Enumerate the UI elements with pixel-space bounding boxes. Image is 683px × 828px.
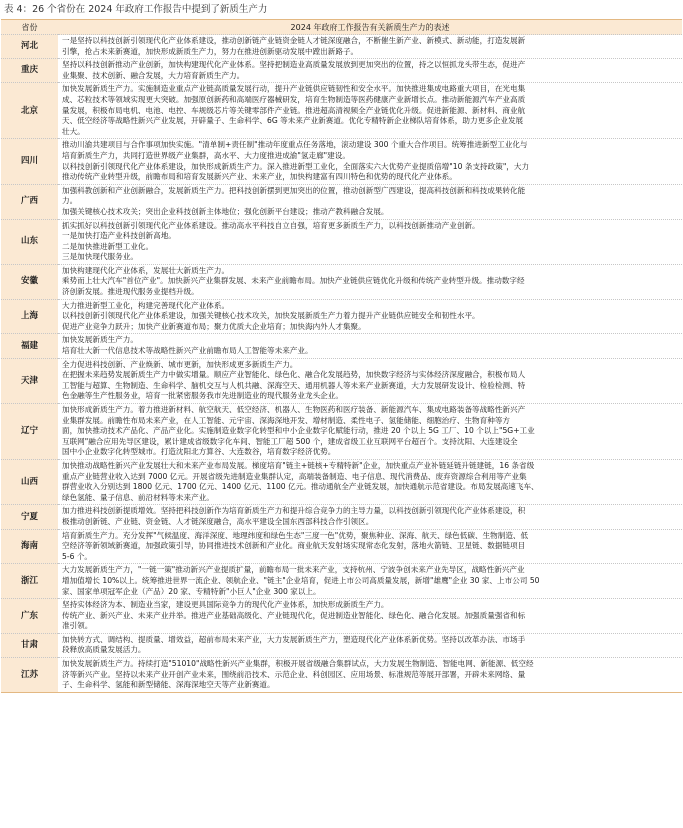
content-line: 群营业收入分别达到 1800 亿元、1700 亿元、1400 亿元、1100 亿元。推动通航全产业链发展，加快通航示范省建设。布局发展高速飞车、 — [62, 482, 539, 492]
content-cell — [58, 358, 682, 403]
content-line: 培育壮大新一代信息技术等战略性新兴产业前瞻布局人工智能等未来产业。 — [62, 346, 313, 356]
content-cell — [58, 35, 682, 59]
content-line: 重点产业链营业收入达到 7000 亿元。开展省级先进制造业集群认定，高端装备制造、电子信息、现代消费品、废弃资源综合利用等产业集 — [62, 471, 527, 481]
content-cell — [58, 139, 682, 184]
province-cell: 重庆 — [1, 59, 58, 83]
content-line: 推动传统产业转型升级，前瞻布局和培育发展新兴产业、未来产业，加快构建富有四川特色和优势的现代化产业体系。 — [62, 172, 457, 182]
content-cell — [58, 219, 682, 264]
province-cell: 山西 — [1, 459, 58, 504]
content-line: 推动川渝共建项目与合作事项加快实施。"清单制+责任制"推动年度重点任务落地，滚动建设 300 个重大合作项目。统筹推进新型工业化与 — [62, 140, 528, 150]
provinces-table — [1, 19, 682, 693]
table-title: 表 4：26 个省份在 2024 年政府工作报告中提到了新质生产力 — [4, 4, 268, 15]
content-line: 传统产业、新兴产业、未来产业并举。推进产业基础高级化、产业链现代化，促进制造业智能化、绿色化、融合化发展。加强质量强省和标 — [62, 610, 526, 620]
content-line: 济等新兴产业。坚持以未来产业开创产业未来，围绕前沿技术、示范企业、科创园区、应用场景、标准规范等展开部署，开辟未来网络、量 — [62, 669, 526, 679]
content-line: 一是加快打造产业科技创新高地。 — [62, 231, 176, 241]
table-body — [1, 35, 682, 693]
province-cell: 辽宁 — [1, 404, 58, 460]
table-row — [1, 59, 682, 83]
content-cell — [58, 529, 682, 564]
province-cell: 山东 — [1, 219, 58, 264]
content-cell — [58, 59, 682, 83]
content-line: 大力发展新质生产力，"一链一策"推动新兴产业提质扩量，前瞻布局一批未来产业，支持杭州、宁波争创未来产业先导区，战略性新兴产业 — [62, 565, 525, 575]
content-line: 量发展，积极布局电机、电池、电控、车规级芯片等关键零部件产业链。推进超高清视频全产业链优化升级。促进新能源、新材料、商业航 — [62, 105, 526, 115]
content-line: 加力推进科技创新提质增效。坚持把科技创新作为培育新质生产力和提升综合竞争力的主导力量，以科技创新引领现代化产业体系建设，积 — [62, 506, 526, 516]
content-line: 增加值增长 10%以上。统筹推进世界一流企业、领航企业、"链主"企业培育，促进上市公司高质量发展，新增"雄鹰"企业 30 家、上市公司 50 — [62, 575, 540, 585]
province-cell: 天津 — [1, 358, 58, 403]
content-line: 业集群发展。前瞻性布局未来产业，在人工智能、元宇宙、深海深地开发、增材制造、柔性电子、氢能储能、细胞治疗、生物育种等方 — [62, 415, 511, 425]
province-cell: 四川 — [1, 139, 58, 184]
table-row — [1, 658, 682, 693]
content-line: 5-6 个。 — [62, 551, 93, 561]
table-row — [1, 184, 682, 219]
table-row — [1, 633, 682, 657]
content-cell — [58, 334, 682, 358]
content-line: 互联网"融合应用先导区建设，累计建成省级数字化车间、智能工厂超 500 个，建成省级工业互联网平台超百个。支持沈阳、大连建设全 — [62, 436, 518, 446]
content-line: 济创新发展。推进现代服务业提档升级。 — [62, 287, 199, 297]
content-line: 培育新质生产力。充分发挥"气候温度、海洋深度、地理纬度和绿色生态"三度一色"优势，聚焦种业、深海、航天、绿色低碳、生物制造、低 — [62, 530, 529, 540]
content-cell — [58, 633, 682, 657]
table-row — [1, 264, 682, 299]
content-line: 极推动创新链、产业链、资金链、人才链深度融合，高水平建设全国东西部科技合作引领区。 — [62, 516, 374, 526]
province-cell: 安徽 — [1, 264, 58, 299]
table-row — [1, 599, 682, 634]
content-line: 引擎，抢占未来新赛道，加快形成新质生产力，努力在推进创新驱动发展中蹚出新路子。 — [62, 46, 359, 56]
province-cell: 广西 — [1, 184, 58, 219]
table-row — [1, 564, 682, 599]
content-line: 加快转方式、调结构、提质量、增效益，超前布局未来产业，大力发展新质生产力，塑造现代化产业体系新优势。坚持以改革办法、市场手 — [62, 634, 526, 644]
content-cell — [58, 184, 682, 219]
content-line: 加快发展新质生产力。持续打造"51010"战略性新兴产业集群，积极开展省级融合集群试点，大力发展生物制造、智能电网、新能源、低空经 — [62, 659, 534, 669]
content-line: 子、生命科学、氢能和新型储能、深海深地空天等产业新赛道。 — [62, 680, 275, 690]
content-line: 坚持以科技创新推动产业创新，加快构建现代化产业体系。坚持把制造业高质量发展放到更加突出的位置，持之以恒抓龙头带生态，促进产 — [62, 60, 526, 70]
table-row — [1, 505, 682, 529]
table-row — [1, 35, 682, 59]
content-line: 工智能与超算、生物制造、生命科学、脑机交互与人机共融、深海空天、通用机器人等未来产业新赛道，大力发展研发设计、检验检测、特 — [62, 380, 526, 390]
province-cell: 江苏 — [1, 658, 58, 693]
content-line: 加快构建现代化产业体系，发展壮大新质生产力。 — [62, 265, 230, 275]
content-line: 三是加快现代服务业。 — [62, 252, 138, 262]
content-line: 面，加快推动技术产品化、产品产业化。实施制造业数字化转型和中小企业数字化赋能行动，推进 20 个以上 5G 工厂、10 个以上"5G+工业 — [62, 426, 535, 436]
table-row — [1, 139, 682, 184]
content-line: 一是坚持以科技创新引领现代化产业体系建设，推动创新链产业链资金链人才链深度融合，不断催生新产业、新模式、新动能，打造发展新 — [62, 36, 526, 45]
province-cell: 甘肃 — [1, 633, 58, 657]
content-line: 加快发展新质生产力。 — [62, 335, 138, 345]
content-line: 加快发展新质生产力。实施制造业重点产业链高质量发展行动，提升产业链供应链韧性和安全水平。加快推进集成电路重大项目，在光电集 — [62, 84, 526, 94]
table-row — [1, 404, 682, 460]
content-line: 加强关键核心技术攻关；突出企业科技创新主体地位；强化创新平台建设；推动产教科融合发展。 — [62, 206, 389, 216]
content-line: 国中小企业数字化转型城市。打造沈阳北方算谷、大连数谷，培育数字经济优势。 — [62, 447, 336, 457]
province-cell: 河北 — [1, 35, 58, 59]
content-line: 抓实抓好以科技创新引领现代化产业体系建设。推动高水平科技自立自强，培育更多新质生产力，以科技创新推动产业创新。 — [62, 220, 480, 230]
table-header-row — [1, 20, 682, 35]
content-line: 准引领。 — [62, 621, 93, 631]
province-cell: 上海 — [1, 299, 58, 334]
content-line: 天、低空经济等战略性新兴产业发展，开辟量子、生命科学、6G 等未来产业新赛道。优化专精特新企业梯队培育体系，助力更多企业发展 — [62, 116, 524, 126]
table-row — [1, 334, 682, 358]
table-row — [1, 459, 682, 504]
table-row — [1, 299, 682, 334]
content-cell — [58, 299, 682, 334]
content-cell — [58, 83, 682, 139]
province-cell: 北京 — [1, 83, 58, 139]
content-line: 家、国家单项冠军企业（产品）20 家、专精特新"小巨人"企业 300 家以上。 — [62, 586, 321, 596]
content-line: 壮大。 — [62, 126, 85, 136]
content-cell — [58, 459, 682, 504]
content-cell — [58, 505, 682, 529]
table-row — [1, 529, 682, 564]
content-line: 色金融等生产性服务业，培育一批紧密服务我市先进制造业的现代服务业龙头企业。 — [62, 391, 343, 401]
content-line: 大力推进新型工业化，构建完善现代化产业体系。 — [62, 300, 230, 310]
table-row — [1, 219, 682, 264]
content-line: 在把握未来趋势发展新质生产力中做实增量。顺应产业智能化、绿色化、融合化发展趋势，加快数字经济与实体经济深度融合，积极布局人 — [62, 370, 526, 380]
province-cell: 福建 — [1, 334, 58, 358]
province-cell: 浙江 — [1, 564, 58, 599]
table-row — [1, 83, 682, 139]
content-line: 加强科教创新和产业创新融合，发展新质生产力。把科技创新摆到更加突出的位置，推动创新型广西建设，提高科技创新和科技成果转化能 — [62, 185, 526, 195]
content-line: 加快形成新质生产力。着力推进新材料、航空航天、低空经济、机器人、生物医药和医疗装备、新能源汽车、集成电路装备等战略性新兴产 — [62, 405, 526, 414]
content-line: 以科技创新引领现代化产业体系建设，加快形成新质生产力。深入推进新型工业化，全面落实六大优势产业提质倍增"10 条支持政策"，大力 — [62, 161, 530, 171]
header-content: 2024 年政府工作报告有关新质生产力的表述 — [58, 20, 682, 35]
content-line: 坚持实体经济为本、制造业当家，建设更具国际竞争力的现代化产业体系，加快形成新质生产力。 — [62, 600, 389, 610]
content-line: 业集聚、技术创新、融合发展，大力培育新质生产力。 — [62, 70, 245, 80]
content-line: 促进产业竞争力跃升；加快产业新赛道布局；聚力优质大企业培育；加快海内外人才集聚。 — [62, 321, 366, 331]
content-cell — [58, 264, 682, 299]
table-row — [1, 358, 682, 403]
province-cell: 宁夏 — [1, 505, 58, 529]
content-line: 以科技创新引领现代化产业体系建设，加强关键核心技术攻关，加快发展新质生产力着力提升产业链供应链安全和韧性水平。 — [62, 311, 480, 321]
province-cell: 广东 — [1, 599, 58, 634]
province-cell: 海南 — [1, 529, 58, 564]
content-line: 全力促进科技创新、产业焕新、城市更新，加快形成更多新质生产力。 — [62, 359, 298, 369]
content-line: 培育新质生产力，共同打造世界级产业集群，高水平、大力度推进成渝"氢走廊"建设。 — [62, 150, 350, 160]
content-cell — [58, 564, 682, 599]
content-cell — [58, 658, 682, 693]
content-line: 乘势而上壮大汽车"首位产业"。加快新兴产业集群发展、未来产业前瞻布局。加快产业链供应链优化升级和传统产业转型升级。推动数字经 — [62, 276, 525, 286]
content-line: 力。 — [62, 196, 78, 206]
content-line: 绿色氢能、量子信息、前沿材料等未来产业。 — [62, 492, 214, 502]
content-line: 成、芯粒技术等领域实现更大突破。加强原创新药和高端医疗器械研发，培育生物制造等医药健康产业新增长点。推动新能源汽车产业高质 — [62, 94, 526, 104]
content-line: 段释放高质量发展活力。 — [62, 645, 146, 655]
header-province: 省份 — [1, 20, 58, 35]
content-line: 加快推动战略性新兴产业发展壮大和未来产业布局发展。梯度培育"链主+链核+专精特新"企业，加快重点产业补链延链升链建链，16 条省级 — [62, 460, 535, 470]
content-line: 空经济等新领域新赛道，加强政策引导，协同推进技术创新和产业化。商业航天发射场实现常态化发射，落地火箭链、卫星链、数据链项目 — [62, 541, 526, 551]
content-cell — [58, 404, 682, 460]
content-line: 二是加快推进新型工业化。 — [62, 241, 154, 251]
content-cell — [58, 599, 682, 634]
